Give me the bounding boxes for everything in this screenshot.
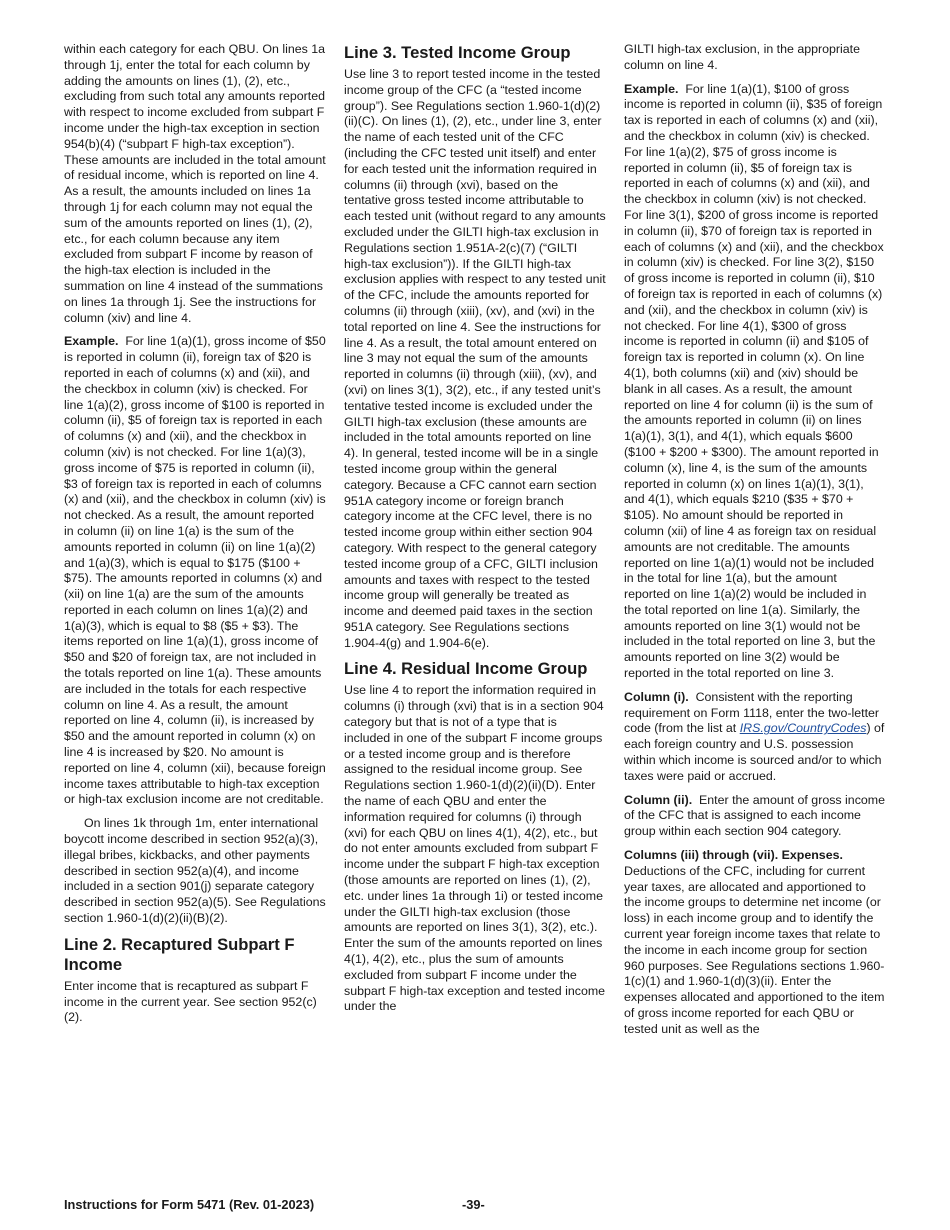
column-ii-label: Column (ii). (624, 792, 693, 807)
paragraph-column-ii (624, 793, 886, 840)
column-middle (344, 42, 606, 1023)
example-paragraph-2 (624, 82, 886, 682)
heading-line-3: Line 3. Tested Income Group (344, 43, 571, 62)
column-left (64, 42, 326, 1034)
paragraph-columns-iii-vii (624, 848, 886, 1038)
page-number: -39- (462, 1197, 485, 1212)
paragraph-column-i (624, 690, 886, 785)
column-ii-text: Enter the amount of gross income of the CFC that is assigned to each income group within each section 904 category. (624, 792, 885, 839)
expenses-label: Columns (iii) through (vii). Expenses. (624, 848, 843, 863)
paragraph-boycott-income: On lines 1k through 1m, enter international boycott income described in section 952(a)(3), illegal bribes, kickbacks, and other payments described in section 952(a)(4), and income included in a section 901(j) separate category described in section 952(a)(5). See Regulations section 1.960-1(d)(2)(ii)(B)(2). (64, 816, 326, 926)
column-i-text-a: Consistent with the reporting requirement on Form 1118, enter the two-letter code (from the list at (624, 689, 880, 736)
paragraph-continuation: GILTI high-tax exclusion, in the appropriate column on line 4. (624, 42, 861, 72)
footer-form-title: Instructions for Form 5471 (Rev. 01-2023) (64, 1197, 315, 1212)
paragraph-recaptured: Enter income that is recaptured as subpart F income in the current year. See section 952(c)(2). (64, 978, 317, 1025)
column-right (624, 42, 886, 1046)
expenses-text: Deductions of the CFC, including for current year taxes, are allocated and apportioned to the income groups to determine net income (or loss) in each income group and to identify the current year foreign income taxes that relate to the income in each income group for section 960 purposes. See Regulations sections 1.960-1(c)(1) and 1.960-1(d)(3)(ii). Enter the expenses allocated and apportioned to the item of gross income reported for each QBU or tested unit as well as the (624, 863, 885, 1036)
country-codes-link[interactable]: IRS.gov/CountryCodes (739, 721, 867, 736)
example-label-2: Example. (624, 81, 679, 96)
example-text-2: For line 1(a)(1), $100 of gross income is reported in column (ii), $35 of foreign tax is reported in each of columns (x) and (xii), and the checkbox in column (xiv) is checked. For line 1(a)(2), $75 of gross income is reported in column (ii), $5 of foreign tax is reported in each of columns (x) and (xii), and the checkbox in column (xiv) is not checked. For line 3(1), $200 of gross income is reported in column (ii), $70 of foreign tax is reported in each of columns (x) and (xii), and the checkbox in column (xiv) is checked. For line 3(2), $150 of gross income is reported in column (ii), $10 of foreign tax is reported in each of columns (x) and (xii), and the checkbox in column (xiv) is not checked. For line 4(1), $300 of gross income is reported in column (ii) and $105 of foreign tax is reported in column (x). On line 4(1), both columns (xii) and (xiv) should be blank in all cases. As a result, the amount reported on line 4 for column (ii) is the sum of the amounts reported in column (ii) on lines 1(a)(1), 3(1), and 4(1), which equals $600 ($100 + $200 + $300). The amount reported in column (x), line 4, is the sum of the amounts reported in column (x) on lines 1(a)(1), 3(1), and 4(1), which equals $210 ($35 + $70 + $105). No amount should be reported in column (xii) of line 4 as foreign tax on residual amounts are not creditable. The amounts reported on line 1(a)(1) would not be included in the total for line 1(a), but the amount reported on line 1(a)(2) would be included in the total reported on line 1(a). Similarly, the amounts reported on line 3(1) would not be included in the total reported on line 3, but the amounts reported on line 3(2) would be reported in the total reported on line 3. (624, 81, 884, 681)
example-paragraph (64, 334, 326, 808)
heading-line-2: Line 2. Recaptured Subpart F Income (64, 934, 295, 974)
paragraph-tested-income: Use line 3 to report tested income in the tested income group of the CFC (a “tested income group”). See Regulations section 1.960-1(d)(2)(ii)(C). On lines (1), (2), etc., under line 3, enter the name of each tested unit of the CFC (including the CFC tested unit itself) and enter for each tested unit the information required in columns (ii) through (xvi), based on the tentative gross tested income attributable to each tested unit (without regard to any amounts excluded under the GILTI high-tax exclusion in Regulations section 1.951A-2(c)(7) (“GILTI high-tax exclusion”)). If the GILTI high-tax exclusion applies with respect to any tested unit of the CFC, include the amounts reported for columns (ii) through (xiii), (xv), and (xvi) in the total reported on line 4. See the instructions for line 4. As a result, the total amount entered on line 3 may not equal the sum of the amounts reported in columns (ii) through (xiii), (xv), and (xvi) on lines 3(1), 3(2), etc., if any tested unit’s tentative tested income is excluded under the GILTI high-tax exclusion (these amounts are included in the total amounts reported on line 4). In general, tested income will be in a single tested income group within the general category. Because a CFC cannot earn section 951A category income or foreign branch category income at the CFC level, there is no tested income group within either section 904 category. With respect to the general category tested income group of a CFC, GILTI inclusion amounts and taxes with respect to the tested income group will generally be treated as income and deemed paid taxes in the section 951A category. See Regulations sections 1.904-4(g) and 1.904-6(e). (344, 67, 606, 650)
heading-line-4: Line 4. Residual Income Group (344, 659, 588, 679)
example-label: Example. (64, 334, 119, 349)
column-i-label: Column (i). (624, 689, 689, 704)
paragraph-residual-income: Use line 4 to report the information required in columns (i) through (xvi) that is in a section 904 category but that is not of a type that is included in one of the subpart F income groups or a tested income group and is therefore assigned to the residual income group. See Regulations section 1.960-1(d)(2)(ii)(D). Enter the name of each QBU and enter the information required for columns (i) through (xvi) for each QBU on lines 4(1), 4(2), etc., but do not enter amounts excluded from subpart F income under the subpart F high-tax exception (those amounts are reported on lines (1), (2), etc. under lines 1a through 1i) or tested income under the GILTI high-tax exclusion (those amounts are reported on lines 3(1), 3(2), etc.). Enter the sum of the amounts reported on lines 4(1), 4(2), etc., plus the sum of amounts excluded from subpart F income under the subpart F high-tax exception and tested income under the (344, 683, 606, 1014)
example-text: For line 1(a)(1), gross income of $50 is reported in column (ii), foreign tax of $20 is reported in each of columns (x) and (xii), and the checkbox in column (xiv) is checked. For line 1(a)(2), gross income of $100 is reported in column (ii), $5 of foreign tax is reported in each of columns (x) and (xii), and the checkbox in column (xiv) is not checked. For line 1(a)(3), gross income of $75 is reported in column (ii), $3 of foreign tax is reported in each of columns (x) and (xii), and the checkbox in column (xiv) is not checked. As a result, the amount reported in column (ii) on line 1(a) is the sum of the amounts reported in column (ii) on line 1(a)(2) and 1(a)(3), which is equal to $175 ($100 + $75). The amounts reported in columns (x) and (xii) on line 1(a) are the sum of the amounts reported in each column on lines 1(a)(2) and 1(a)(3), which is equal to $8 ($5 + $3). The items reported on line 1(a)(1), gross income of $50 and $20 of foreign tax, are not included in the totals reported on line 1(a). These amounts are included in the totals for each respective column on line 4. As a result, the amount reported on line 4, column (ii), is increased by $50 and the amount reported in column (x) on line 4 is increased by $20. No amount is reported on line 4, column (xii), because foreign income taxes attributable to high-tax exception or high-tax exclusion income are not creditable. (64, 334, 326, 807)
column-i-text-b: ) of each foreign country and U.S. possession within which income is sourced and/or to which taxes were paid or accrued. (624, 721, 885, 783)
paragraph-totals: within each category for each QBU. On lines 1a through 1j, enter the total for each column by adding the amounts on lines (1), (2), etc., excluding from such total any amounts reported with respect to income excluded from subpart F income under the high-tax exception in section 954(b)(4) (“subpart F high-tax exception”). These amounts are included in the total amount of residual income, which is reported on line 4. As a result, the amounts included on lines 1a through 1j for each column may not equal the sum of the amounts reported on lines (1), (2), etc., for each column because any item excluded from subpart F income by reason of the high-tax election is included in the summation on line 4 instead of the summations on lines 1a through 1j. See the instructions for column (xiv) and line 4. (64, 42, 326, 325)
